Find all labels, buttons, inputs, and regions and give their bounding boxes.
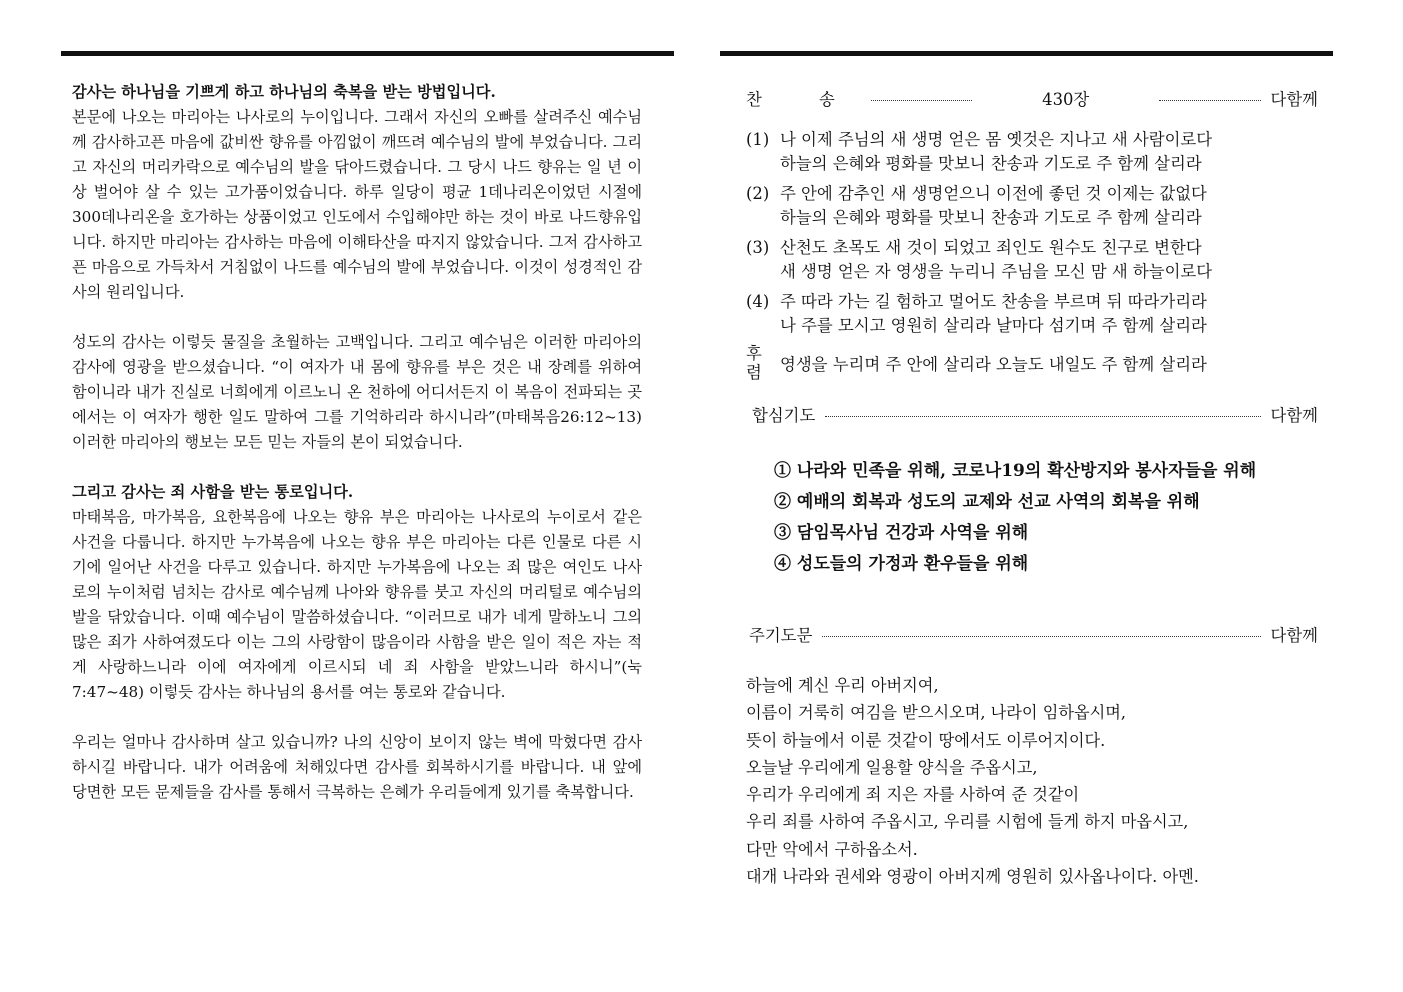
leader-dots — [822, 636, 1260, 637]
prayer-item: ② 예배의 회복과 성도의 교제와 선교 사역의 회복을 위해 — [774, 492, 1200, 512]
prayer-label: 합심기도 — [752, 406, 816, 425]
lords-prayer-label: 주기도문 — [749, 626, 813, 645]
verse-line: 하늘의 은혜와 평화를 맛보니 찬송과 기도로 주 함께 살리라 — [780, 207, 1202, 227]
verse-number: (3) — [746, 238, 770, 257]
refrain-line: 영생을 누리며 주 안에 살리라 오늘도 내일도 주 함께 살리라 — [780, 355, 1207, 374]
right-top-rule — [720, 51, 1333, 56]
worship-order-column — [746, 86, 1318, 890]
section-heading-1: 감사는 하나님을 기쁘게 하고 하나님의 축복을 받는 방법입니다. — [72, 83, 496, 101]
verse-number: (2) — [746, 184, 770, 203]
lords-prayer-text — [746, 672, 1318, 890]
hymn-verse — [746, 128, 1318, 175]
leader-dots — [825, 416, 1260, 417]
verse-line: 하늘의 은혜와 평화를 맛보니 찬송과 기도로 주 함께 살리라 — [780, 153, 1202, 173]
left-top-rule — [61, 51, 674, 56]
prayer-item: ① 나라와 민족을 위해, 코로나19의 확산방지와 봉사자들을 위해 — [774, 461, 1257, 481]
leader-dots — [871, 100, 972, 101]
paragraph-3: 마태복음, 마가복음, 요한복음에 나오는 향유 부은 마리아는 나사로의 누이로서 같은 사건을 다룹니다. 하지만 누가복음에 나오는 향유 부은 마리아는 다른 인물로 다른 시기에 일어난 사건을 다루고 있습니다. 하지만 누가복음에 나오는 죄 많은 여인도 나사로의 누이처럼 넘치는 감사로 예수님께 나아와 향유를 붓고 자신의 머리털로 예수님의 발을 닦았습니다. 이때 예수님이 말씀하셨습니다. “이러므로 내가 네게 말하노니 그의 많은 죄가 사하여졌도다 이는 그의 사랑함이 많음이라 사함을 받은 일이 적은 자는 적게 사랑하느니라 이에 여자에게 이르시되 네 죄 사함을 받았느니라 하시니”(눅7:47~48) 이렇듯 감사는 하나님의 용서를 여는 통로와 같습니다. — [72, 508, 642, 701]
lords-prayer-line: 우리가 우리에게 죄 지은 자를 사하여 준 것같이 — [746, 785, 1080, 805]
verse-line: 나 주를 모시고 영원히 살리라 날마다 섬기며 주 함께 살리라 — [780, 315, 1207, 335]
hymn-refrain — [746, 344, 1318, 382]
verse-line: 나 이제 주님의 새 생명 얻은 몸 옛것은 지나고 새 사람이로다 — [780, 130, 1213, 149]
verse-line: 주 안에 감추인 새 생명얻으니 이전에 좋던 것 이제는 값없다 — [780, 184, 1207, 203]
verse-line: 산천도 초목도 새 것이 되었고 죄인도 원수도 친구로 변한다 — [780, 238, 1202, 257]
lords-prayer-line: 오늘날 우리에게 일용할 양식을 주옵시고, — [746, 757, 1038, 777]
sermon-column — [72, 80, 642, 805]
hymn-leader: 다함께 — [1270, 90, 1319, 109]
paragraph-4: 우리는 얼마나 감사하며 살고 있습니까? 나의 신앙이 보이지 않는 벽에 막혔다면 감사하시길 바랍니다. 내가 어려움에 처해있다면 감사를 회복하시기를 바랍니다. 내 앞에 당면한 모든 문제들을 감사를 통해서 극복하는 은혜가 우리들에게 있기를 축복합니다. — [72, 733, 642, 801]
prayer-header — [746, 402, 1318, 426]
lords-prayer-header — [746, 622, 1318, 646]
lords-prayer-line: 하늘에 계신 우리 아버지여, — [746, 676, 939, 695]
verse-line: 주 따라 가는 길 험하고 멀어도 찬송을 부르며 뒤 따라가리라 — [780, 292, 1207, 311]
paragraph-2: 성도의 감사는 이렇듯 물질을 초월하는 고백입니다. 그리고 예수님은 이러한 마리아의 감사에 영광을 받으셨습니다. “이 여자가 내 몸에 향유를 부은 것은 내 장례를 위하여 함이니라 내가 진실로 너희에게 이르노니 온 천하에 어디서든지 이 복음이 전파되는 곳에서는 이 여자가 행한 일도 말하여 그를 기억하리라 하시니라”(마태복음26:12~13) 이러한 마리아의 행보는 모든 믿는 자들의 본이 되었습니다. — [72, 333, 643, 451]
lords-prayer-line: 뜻이 하늘에서 이룬 것같이 땅에서도 이루어지이다. — [746, 730, 1106, 750]
verse-line: 새 생명 얻은 자 영생을 누리니 주님을 모신 맘 새 하늘이로다 — [780, 261, 1213, 281]
prayer-topics — [774, 456, 1318, 580]
hymn-number: 430장 — [1042, 90, 1090, 109]
lords-prayer-leader: 다함께 — [1270, 626, 1318, 645]
refrain-label: 후 렴 — [746, 344, 762, 382]
prayer-item: ④ 성도들의 가정과 환우들을 위해 — [774, 554, 1029, 574]
prayer-leader: 다함께 — [1270, 406, 1318, 425]
hymn-verse — [746, 290, 1318, 337]
lords-prayer-line: 이름이 거룩히 여김을 받으시오며, 나라이 임하옵시며, — [746, 703, 1127, 723]
lords-prayer-line: 다만 악에서 구하옵소서. — [746, 839, 918, 859]
section-heading-2: 그리고 감사는 죄 사함을 받는 통로입니다. — [72, 483, 354, 501]
hymn-header — [746, 86, 1318, 110]
paragraph-1: 본문에 나오는 마리아는 나사로의 누이입니다. 그래서 자신의 오빠를 살려주신 예수님께 감사하고픈 마음에 값비싼 향유를 아낌없이 깨뜨려 예수님의 발에 부었습니다. 그리고 자신의 머리카락으로 예수님의 발을 닦아드렸습니다. 그 당시 나드 향유는 일 년 이상 벌어야 살 수 있는 고가품이었습니다. 하루 일당이 평균 1데나리온이었던 시절에 300데나리온을 호가하는 상품이었고 인도에서 수입해야만 하는 것이 바로 나드향유입니다. 하지만 마리아는 감사하는 마음에 이해타산을 따지지 않았습니다. 그저 감사하고픈 마음으로 가득차서 거침없이 나드를 예수님의 발에 부었습니다. 이것이 성경적인 감사의 원리입니다. — [72, 108, 643, 301]
leader-dots — [1159, 100, 1260, 101]
hymn-verse — [746, 182, 1318, 229]
verse-number: (4) — [746, 292, 770, 311]
prayer-item: ③ 담임목사님 건강과 사역을 위해 — [774, 523, 1029, 543]
hymn-label: 찬 송 — [746, 90, 861, 109]
hymn-verse — [746, 236, 1318, 283]
lords-prayer-line: 우리 죄를 사하여 주옵시고, 우리를 시험에 들게 하지 마옵시고, — [746, 812, 1189, 832]
verse-number: (1) — [746, 130, 770, 149]
lords-prayer-line: 대개 나라와 권세와 영광이 아버지께 영원히 있사옵나이다. 아멘. — [746, 867, 1199, 887]
